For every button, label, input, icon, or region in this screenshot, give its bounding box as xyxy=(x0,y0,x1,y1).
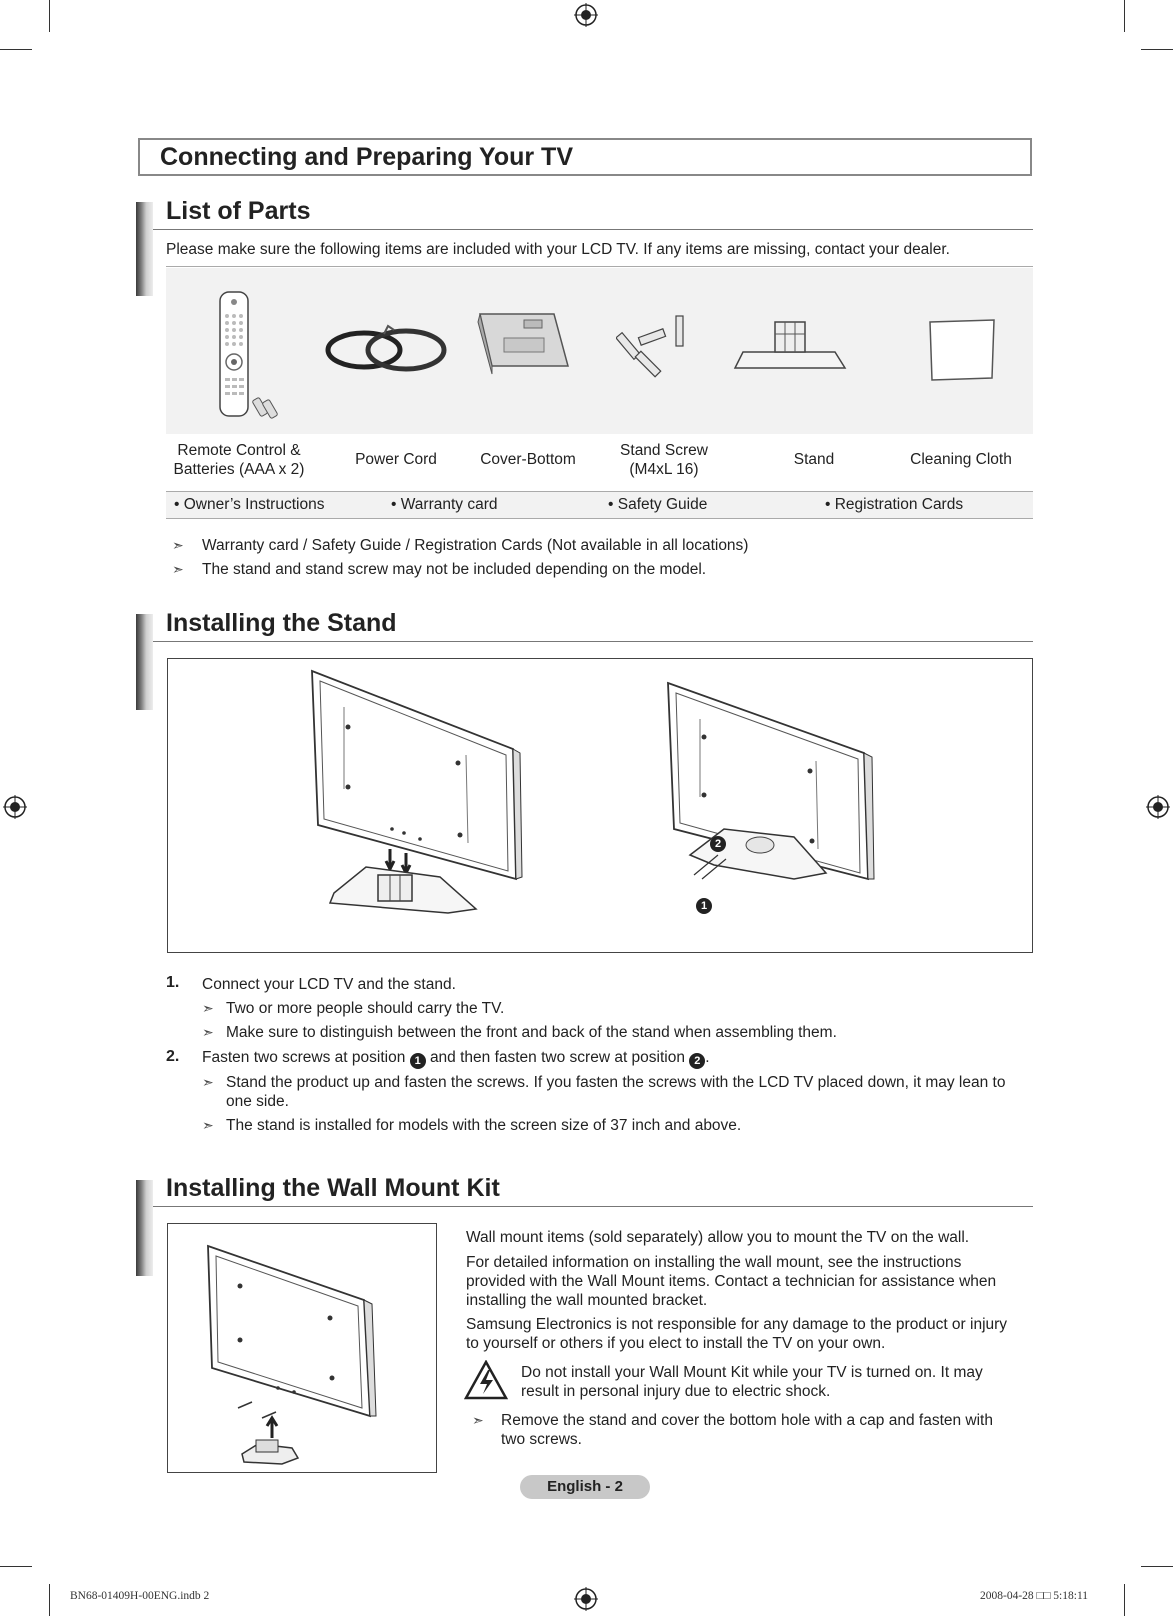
registration-mark-icon xyxy=(574,3,598,27)
part-label: Stand Screw (M4xL 16) xyxy=(620,442,708,478)
parts-intro: Please make sure the following items are included with your LCD TV. If any items are missing, contact your dealer. xyxy=(166,241,950,258)
part-label: Power Cord xyxy=(355,451,437,468)
crop-mark xyxy=(49,1584,50,1616)
note-arrow-icon: ➣ xyxy=(202,1024,214,1040)
note-arrow-icon: ➣ xyxy=(202,1074,214,1090)
document-item: • Registration Cards xyxy=(825,496,964,513)
section-rule xyxy=(153,641,1033,642)
registration-mark-icon xyxy=(574,1587,598,1611)
crop-mark xyxy=(49,0,50,32)
section-accent-bar xyxy=(136,202,153,296)
stand-screw-icon xyxy=(616,312,696,382)
section-accent-bar xyxy=(136,614,153,710)
registration-mark-icon xyxy=(1146,795,1170,819)
cover-bottom-icon xyxy=(474,308,574,380)
divider xyxy=(166,266,1033,267)
document-item: • Warranty card xyxy=(391,496,498,513)
chapter-title: Connecting and Preparing Your TV xyxy=(160,143,574,171)
warning-text: Do not install your Wall Mount Kit while your TV is turned on. It may result in personal injury due to electric shock. xyxy=(521,1364,983,1400)
step-text: Connect your LCD TV and the stand. xyxy=(202,976,456,993)
step-note: one side. xyxy=(226,1093,289,1110)
callout-2-inline: 2 xyxy=(689,1053,705,1069)
parts-note: Warranty card / Safety Guide / Registration Cards (Not available in all locations) xyxy=(202,537,749,554)
crop-mark xyxy=(0,49,32,50)
chapter-header xyxy=(138,138,1032,176)
section-rule xyxy=(153,1206,1033,1207)
print-file-name: BN68-01409H-00ENG.indb 2 xyxy=(70,1590,210,1602)
section-title-list-of-parts: List of Parts xyxy=(166,197,311,225)
note-arrow-icon: ➣ xyxy=(172,561,184,577)
page-number-label: English - 2 xyxy=(520,1475,650,1499)
print-timestamp: 2008-04-28 □□ 5:18:11 xyxy=(980,1590,1089,1602)
step-number: 1. xyxy=(166,974,180,991)
wall-mount-paragraph: For detailed information on installing the wall mount, see the instructions provided with the Wall Mount items. Contact a technician for assistance when installing the wall mounted bracket. xyxy=(466,1254,997,1309)
part-label: Stand xyxy=(793,451,835,468)
note-arrow-icon: ➣ xyxy=(202,1117,214,1133)
note-arrow-icon: ➣ xyxy=(202,1000,214,1016)
parts-illustrations xyxy=(166,268,1033,434)
step-note: Two or more people should carry the TV. xyxy=(226,1000,505,1017)
callout-position-2: 2 xyxy=(710,832,726,852)
section-title-installing-stand: Installing the Stand xyxy=(166,609,397,637)
section-title-wall-mount: Installing the Wall Mount Kit xyxy=(166,1174,500,1202)
step-note: Make sure to distinguish between the front and back of the stand when assembling them. xyxy=(226,1024,837,1041)
document-item: • Safety Guide xyxy=(608,496,708,513)
tv-back-with-stand-illustration xyxy=(308,667,528,927)
section-rule xyxy=(153,229,1033,230)
note-arrow-icon: ➣ xyxy=(172,537,184,553)
registration-mark-icon xyxy=(3,795,27,819)
tv-wall-mount-illustration xyxy=(198,1240,398,1466)
tv-back-with-screws-illustration xyxy=(664,679,884,929)
stand-icon xyxy=(731,316,849,376)
parts-note: The stand and stand screw may not be included depending on the model. xyxy=(202,561,707,578)
crop-mark xyxy=(0,1566,32,1567)
step-number: 2. xyxy=(166,1048,180,1065)
document-item: • Owner’s Instructions xyxy=(174,496,325,513)
wall-mount-paragraph: Wall mount items (sold separately) allow you to mount the TV on the wall. xyxy=(466,1229,970,1246)
remote-control-icon xyxy=(214,290,286,420)
crop-mark xyxy=(1141,1566,1173,1567)
wall-mount-note: Remove the stand and cover the bottom hole with a cap and fasten with two screws. xyxy=(501,1412,993,1448)
crop-mark xyxy=(1124,0,1125,32)
cleaning-cloth-icon xyxy=(926,318,998,384)
part-label: Cover-Bottom xyxy=(480,451,576,468)
wall-mount-illustration-frame xyxy=(167,1223,437,1473)
documents-row xyxy=(166,491,1033,519)
step-text: Fasten two screws at position 1 and then fasten two screw at position 2 . xyxy=(202,1049,710,1067)
electric-shock-warning-icon xyxy=(464,1360,508,1400)
callout-position-1: 1 xyxy=(696,894,712,914)
part-label: Cleaning Cloth xyxy=(910,451,1012,468)
stand-illustration-frame xyxy=(167,658,1033,953)
note-arrow-icon: ➣ xyxy=(472,1412,484,1428)
part-label: Remote Control & Batteries (AAA x 2) xyxy=(173,442,305,478)
section-accent-bar xyxy=(136,1180,153,1276)
crop-mark xyxy=(1141,49,1173,50)
crop-mark xyxy=(1124,1584,1125,1616)
step-note: Stand the product up and fasten the screws. If you fasten the screws with the LCD TV placed down, it may lean to xyxy=(226,1074,1006,1091)
callout-1-inline: 1 xyxy=(410,1053,426,1069)
wall-mount-paragraph: Samsung Electronics is not responsible for any damage to the product or injury to yourself or others if you elect to install the TV on your own. xyxy=(466,1316,1008,1352)
power-cord-icon xyxy=(324,320,454,380)
step-note: The stand is installed for models with the screen size of 37 inch and above. xyxy=(226,1117,742,1134)
